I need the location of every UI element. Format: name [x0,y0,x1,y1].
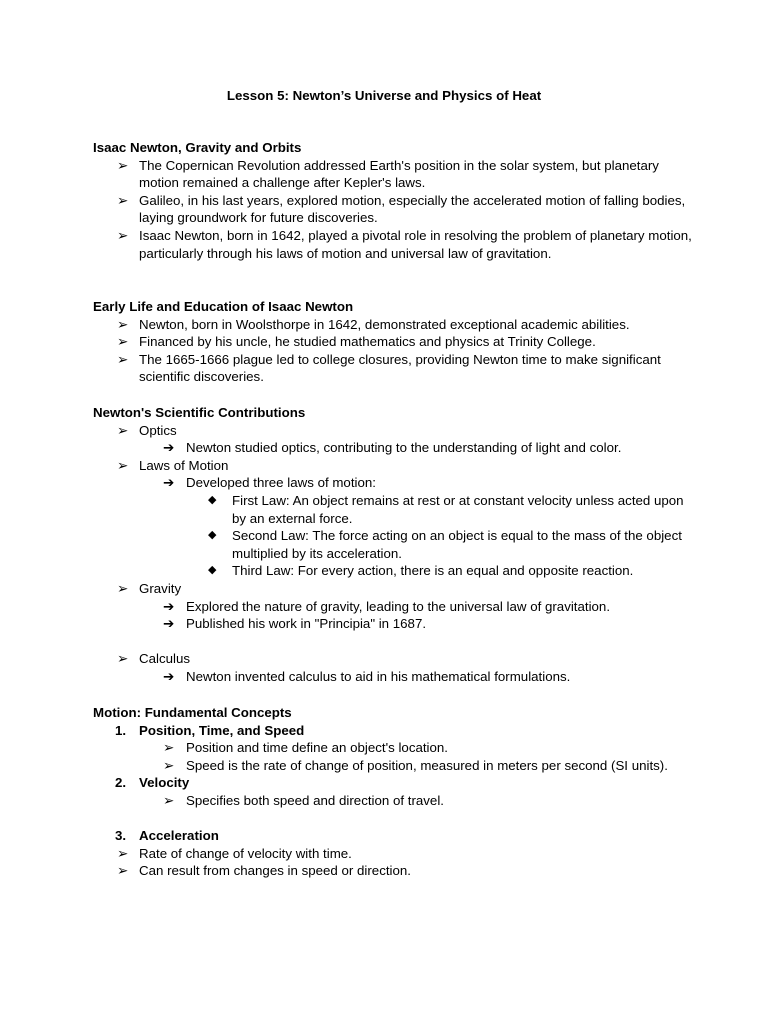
sub-bullet-item [93,474,693,492]
arrowhead-bullet-icon: ➢ [163,792,175,808]
bullet-text: Gravity [139,580,182,596]
arrowhead-bullet-icon: ➢ [117,334,129,350]
arrowhead-bullet-icon: ➢ [117,457,129,473]
arrowhead-bullet-icon: ➢ [117,863,129,879]
spacer [93,633,693,651]
arrow-bullet-icon: ➔ [163,598,175,614]
bullet-item [93,227,693,262]
arrowhead-bullet-icon: ➢ [117,227,129,243]
section-heading: Motion: Fundamental Concepts [93,705,292,720]
sub-bullet-item [93,668,693,686]
bullet-text: Galileo, in his last years, explored motion, especially the accelerated motion of falling bodies, laying groundwork for future discoveries. [139,192,686,226]
bullet-text: Laws of Motion [139,457,229,473]
numbered-item [93,722,693,740]
item-number: 1. [115,722,127,738]
bullet-text: Financed by his uncle, he studied mathematics and physics at Trinity College. [139,334,596,350]
arrowhead-bullet-icon: ➢ [117,580,129,596]
diamond-bullet-icon: ◆ [208,493,217,506]
bullet-text: Speed is the rate of change of position, measured in meters per second (SI units). [186,757,668,773]
arrowhead-bullet-icon: ➢ [117,316,129,332]
arrowhead-bullet-icon: ➢ [117,651,129,667]
sub-sub-bullet-item [93,527,693,562]
arrow-bullet-icon: ➔ [163,668,175,684]
sub-sub-bullet-item [93,562,693,580]
page-title: Lesson 5: Newton’s Universe and Physics of Heat [226,88,542,103]
numbered-item-title: Position, Time, and Speed [139,722,305,738]
sub-bullet-item [93,598,693,616]
bullet-text: Rate of change of velocity with time. [139,845,352,861]
bullet-text: The 1665-1666 plague led to college closures, providing Newton time to make significant scientific discoveries. [139,351,661,385]
arrowhead-bullet-icon: ➢ [117,157,129,173]
section-heading: Newton's Scientific Contributions [93,405,306,420]
bullet-text: The Copernican Revolution addressed Earth's position in the solar system, but planetary motion remained a challenge after Kepler's laws. [139,157,659,191]
arrowhead-bullet-icon: ➢ [117,192,129,208]
arrow-bullet-icon: ➔ [163,475,175,491]
arrow-bullet-icon: ➔ [163,616,175,632]
bullet-item [93,845,693,863]
bullet-text: Published his work in "Principia" in 1687. [186,616,427,632]
item-number: 2. [115,775,127,791]
bullet-text: Explored the nature of gravity, leading to the universal law of gravitation. [186,598,611,614]
arrowhead-bullet-icon: ➢ [117,351,129,367]
sub-bullet-item [93,757,693,775]
bullet-text: Calculus [139,651,190,667]
bullet-text: Newton studied optics, contributing to the understanding of light and color. [186,440,622,456]
section-heading: Early Life and Education of Isaac Newton [93,299,354,314]
numbered-item [93,774,693,792]
diamond-bullet-icon: ◆ [208,564,217,577]
arrow-bullet-icon: ➔ [163,440,175,456]
bullet-item [93,862,693,880]
bullet-item-calculus [93,650,693,668]
bullet-item-gravity [93,580,693,598]
arrowhead-bullet-icon: ➢ [117,845,129,861]
spacer [93,810,693,828]
bullet-item [93,351,693,386]
bullet-text: Newton, born in Woolsthorpe in 1642, demonstrated exceptional academic abilities. [139,316,630,332]
section-early-life [93,298,693,386]
bullet-item [93,192,693,227]
bullet-text: Third Law: For every action, there is an equal and opposite reaction. [232,563,634,579]
bullet-text: Specifies both speed and direction of travel. [186,792,444,808]
arrowhead-bullet-icon: ➢ [163,740,175,756]
bullet-text: First Law: An object remains at rest or at constant velocity unless acted upon by an external force. [232,492,684,526]
bullet-item-optics [93,422,693,440]
section-heading: Isaac Newton, Gravity and Orbits [93,140,302,155]
bullet-text: Newton invented calculus to aid in his mathematical formulations. [186,668,571,684]
bullet-item [93,157,693,192]
sub-bullet-item [93,739,693,757]
arrowhead-bullet-icon: ➢ [117,422,129,438]
sub-bullet-item [93,792,693,810]
bullet-text: Optics [139,422,177,438]
section-motion-concepts [93,704,693,880]
bullet-text: Developed three laws of motion: [186,475,376,491]
sub-bullet-item [93,439,693,457]
section-gravity-orbits [93,139,693,262]
bullet-text: Position and time define an object's location. [186,740,448,756]
bullet-text: Second Law: The force acting on an object is equal to the mass of the object multiplied by its acceleration. [232,528,682,561]
item-number: 3. [115,828,127,844]
bullet-item [93,333,693,351]
diamond-bullet-icon: ◆ [208,529,217,542]
bullet-text: Isaac Newton, born in 1642, played a pivotal role in resolving the problem of planetary motion, particularly through his laws of motion and universal law of gravitation. [139,227,692,261]
numbered-item-title: Velocity [139,775,190,791]
numbered-item-title: Acceleration [139,828,219,844]
arrowhead-bullet-icon: ➢ [163,757,175,773]
sub-bullet-item [93,615,693,633]
bullet-item [93,316,693,334]
bullet-text: Can result from changes in speed or direction. [139,863,411,879]
sub-sub-bullet-item [93,492,693,527]
section-scientific-contributions [93,404,693,686]
numbered-item [93,827,693,845]
bullet-item-laws [93,457,693,475]
